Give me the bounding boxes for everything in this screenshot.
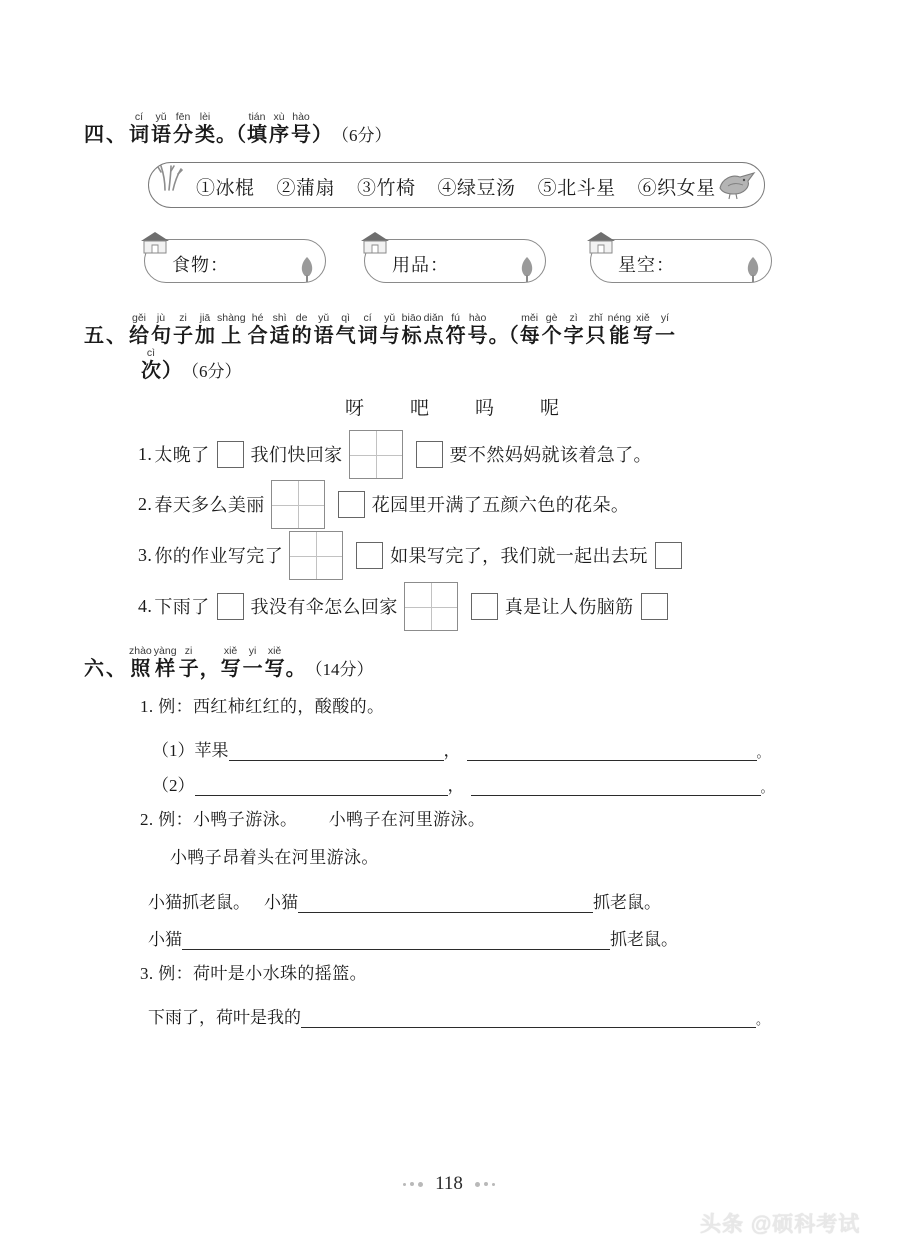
section-6-title-comma: ，	[199, 658, 220, 680]
word-bank-item: ⑥织女星	[637, 178, 716, 199]
character-grid-input[interactable]	[271, 480, 325, 529]
answer-blank[interactable]	[229, 742, 444, 761]
ruby-char: yǔ 语	[313, 312, 334, 347]
category-label-food: 食物：	[172, 255, 229, 275]
answer-blank[interactable]	[301, 1009, 756, 1028]
sentence-index: 3.	[138, 545, 153, 565]
ruby-char: gè 个	[541, 312, 562, 347]
punctuation-input-box[interactable]	[655, 542, 682, 569]
house-icon	[584, 229, 618, 255]
ruby-char: jiā 加	[195, 312, 215, 347]
sentence-index: 1.	[138, 444, 153, 464]
ruby-char: jù 句	[151, 312, 171, 347]
section-5-score: （6分）	[182, 362, 242, 381]
bird-icon	[714, 168, 760, 202]
word-bank-item: ⑤北斗星	[537, 178, 616, 199]
answer-suffix: 抓老鼠。	[593, 893, 661, 912]
footer-dots-left	[401, 1182, 425, 1187]
section-4-heading	[84, 112, 392, 147]
answer-blank[interactable]	[195, 777, 448, 796]
section-6-title-ruby2	[220, 646, 286, 681]
punctuation-input-box[interactable]	[217, 593, 244, 620]
answer-blank[interactable]	[298, 894, 593, 913]
answer-row-1-2	[152, 771, 774, 796]
answer-label: （2）	[152, 776, 195, 795]
example-line-1: 1. 例：西红柿红红的，酸酸的。	[140, 697, 385, 716]
word-bank-item: ④绿豆汤	[437, 178, 516, 199]
ruby-char: yàng 样	[153, 645, 177, 680]
example-line-2b: 小鸭子昂着头在河里游泳。	[170, 848, 379, 867]
page-footer	[379, 1170, 519, 1198]
punctuation-input-box[interactable]	[471, 593, 498, 620]
section-5-title-ruby3	[140, 348, 162, 383]
ruby-char: lèi 类	[195, 111, 215, 146]
category-label-supplies: 用品：	[392, 255, 449, 275]
section-6-title-ruby	[128, 646, 200, 681]
ruby-char: gěi 给	[129, 312, 149, 347]
sentence-row	[138, 582, 675, 631]
character-grid-input[interactable]	[289, 531, 343, 580]
answer-prefix: 小猫	[264, 893, 298, 912]
answer-row-1-1	[152, 736, 770, 761]
tree-icon	[743, 255, 763, 283]
answer-label: （1）苹果	[152, 741, 229, 760]
ruby-char: hào 号	[467, 312, 488, 347]
sentence-row	[138, 430, 652, 479]
ruby-char: néng 能	[607, 312, 631, 347]
ruby-char: zi 子	[173, 312, 193, 347]
house-icon	[358, 229, 392, 255]
ruby-char: zi 子	[178, 645, 199, 680]
answer-period: 。	[760, 780, 774, 795]
ruby-char: fēn 分	[173, 111, 193, 146]
answer-prefix: 小猫	[148, 930, 182, 949]
ruby-char: shì 适	[269, 312, 290, 347]
ruby-char: měi 每	[519, 312, 540, 347]
ruby-char: zhào 照	[129, 645, 152, 680]
particle-choices	[345, 393, 559, 420]
answer-blank[interactable]	[471, 777, 761, 796]
answer-prompt: 小猫抓老鼠。	[148, 893, 250, 912]
sentence-text: 我没有伞怎么回家	[250, 596, 398, 617]
sentence-text: 春天多么美丽	[154, 494, 265, 515]
section-4-title-ruby	[128, 112, 216, 147]
sentence-text: 我们快回家	[250, 444, 343, 465]
answer-comma: ，	[447, 776, 465, 795]
ruby-char: cí 词	[129, 111, 149, 146]
punctuation-input-box[interactable]	[338, 491, 365, 518]
sentence-text: 太晚了	[154, 444, 210, 465]
ruby-char: qì 气	[335, 312, 356, 347]
punctuation-input-box[interactable]	[217, 441, 244, 468]
section-6-title-tail: 。	[285, 658, 306, 680]
sentence-index: 4.	[138, 596, 153, 616]
particle-option: 呀	[345, 398, 365, 419]
ruby-char: cí 词	[357, 312, 378, 347]
answer-row-2-1	[148, 888, 661, 913]
punctuation-input-box[interactable]	[641, 593, 668, 620]
tree-icon	[297, 255, 317, 283]
sentence-index: 2.	[138, 494, 153, 514]
section-5-title-close: ）	[162, 360, 182, 382]
punctuation-input-box[interactable]	[356, 542, 383, 569]
ruby-char: xiě 写	[264, 645, 285, 680]
sentence-row	[138, 480, 629, 529]
ruby-char: shàng 上	[217, 312, 246, 347]
section-5-title-ruby2	[519, 313, 676, 348]
section-4-bracket-close: ）	[312, 124, 332, 146]
ruby-char: zì 字	[563, 312, 584, 347]
sentence-text: 真是让人伤脑筋	[504, 596, 634, 617]
ruby-char: de 的	[291, 312, 312, 347]
sentence-text: 如果写完了，我们就一起出去玩	[390, 545, 648, 566]
particle-option: 吗	[475, 398, 495, 419]
section-4-bracket-ruby	[246, 112, 312, 147]
section-6-score: （14分）	[305, 660, 374, 679]
page-number: 118	[435, 1173, 463, 1194]
ruby-char: hào 号	[291, 111, 311, 146]
ruby-char: zhǐ 只	[585, 312, 606, 347]
example-line-2a	[140, 810, 485, 830]
answer-prefix: 下雨了，荷叶是我的	[148, 1008, 301, 1027]
punctuation-input-box[interactable]	[416, 441, 443, 468]
answer-blank[interactable]	[182, 931, 610, 950]
sentence-text: 花园里开满了五颜六色的花朵。	[371, 494, 630, 515]
ruby-char: tián 填	[247, 111, 267, 146]
ruby-char: xù 序	[269, 111, 289, 146]
sentence-text: 你的作业写完了	[154, 545, 284, 566]
ruby-char: biāo 标	[401, 312, 422, 347]
ruby-char: yí 一	[654, 312, 675, 347]
section-4-score: （6分）	[332, 126, 392, 145]
answer-period: 。	[756, 745, 770, 760]
answer-row-3-1	[148, 1003, 769, 1028]
section-5-heading-line2	[140, 348, 242, 383]
ruby-char: yi 一	[242, 645, 263, 680]
ruby-char: hé 合	[247, 312, 268, 347]
section-4-title-tail: 。（	[216, 124, 246, 146]
section-4-number: 四、	[84, 124, 128, 146]
example-text: 2. 例：小鸭子游泳。	[140, 810, 298, 829]
word-bank-item: ①冰棍	[196, 178, 255, 199]
ruby-char: yǔ 语	[151, 111, 171, 146]
tree-icon	[517, 255, 537, 283]
particle-option: 吧	[410, 398, 430, 419]
section-5-title-mid: 。（	[488, 325, 519, 347]
word-bank-item: ②蒲扇	[276, 178, 336, 199]
category-label-starry-sky: 星空：	[618, 255, 675, 275]
answer-period: 。	[756, 1012, 770, 1027]
sentence-row	[138, 531, 689, 580]
answer-row-2-2	[148, 925, 678, 950]
example-text: 小鸭子在河里游泳。	[328, 810, 486, 829]
section-6-heading	[84, 646, 374, 681]
answer-suffix: 抓老鼠。	[610, 930, 678, 949]
ruby-char: fú 符	[445, 312, 466, 347]
sentence-text: 要不然妈妈就该着急了。	[449, 444, 652, 465]
sentence-text: 下雨了	[154, 596, 210, 617]
word-bank-items	[196, 173, 716, 200]
section-5-heading	[84, 313, 676, 348]
section-6-number: 六、	[84, 658, 128, 680]
word-bank-item: ③竹椅	[357, 178, 416, 199]
ruby-char: xiě 写	[632, 312, 653, 347]
particle-option: 呢	[540, 398, 560, 419]
ruby-char: xiě 写	[220, 645, 241, 680]
grass-sprig-icon	[155, 162, 189, 196]
ruby-char: cì 次	[141, 347, 161, 382]
ruby-char: diǎn 点	[423, 312, 444, 347]
answer-comma: ，	[443, 741, 461, 760]
ruby-char: yǔ 与	[379, 312, 400, 347]
section-5-number: 五、	[84, 325, 128, 347]
watermark: 头条 @硕科考试	[700, 1213, 861, 1236]
character-grid-input[interactable]	[404, 582, 458, 631]
house-icon	[138, 229, 172, 255]
example-line-3: 3. 例：荷叶是小水珠的摇篮。	[140, 964, 367, 983]
section-5-title-ruby	[128, 313, 489, 348]
footer-dots-right	[473, 1182, 497, 1187]
answer-blank[interactable]	[467, 742, 757, 761]
character-grid-input[interactable]	[349, 430, 403, 479]
